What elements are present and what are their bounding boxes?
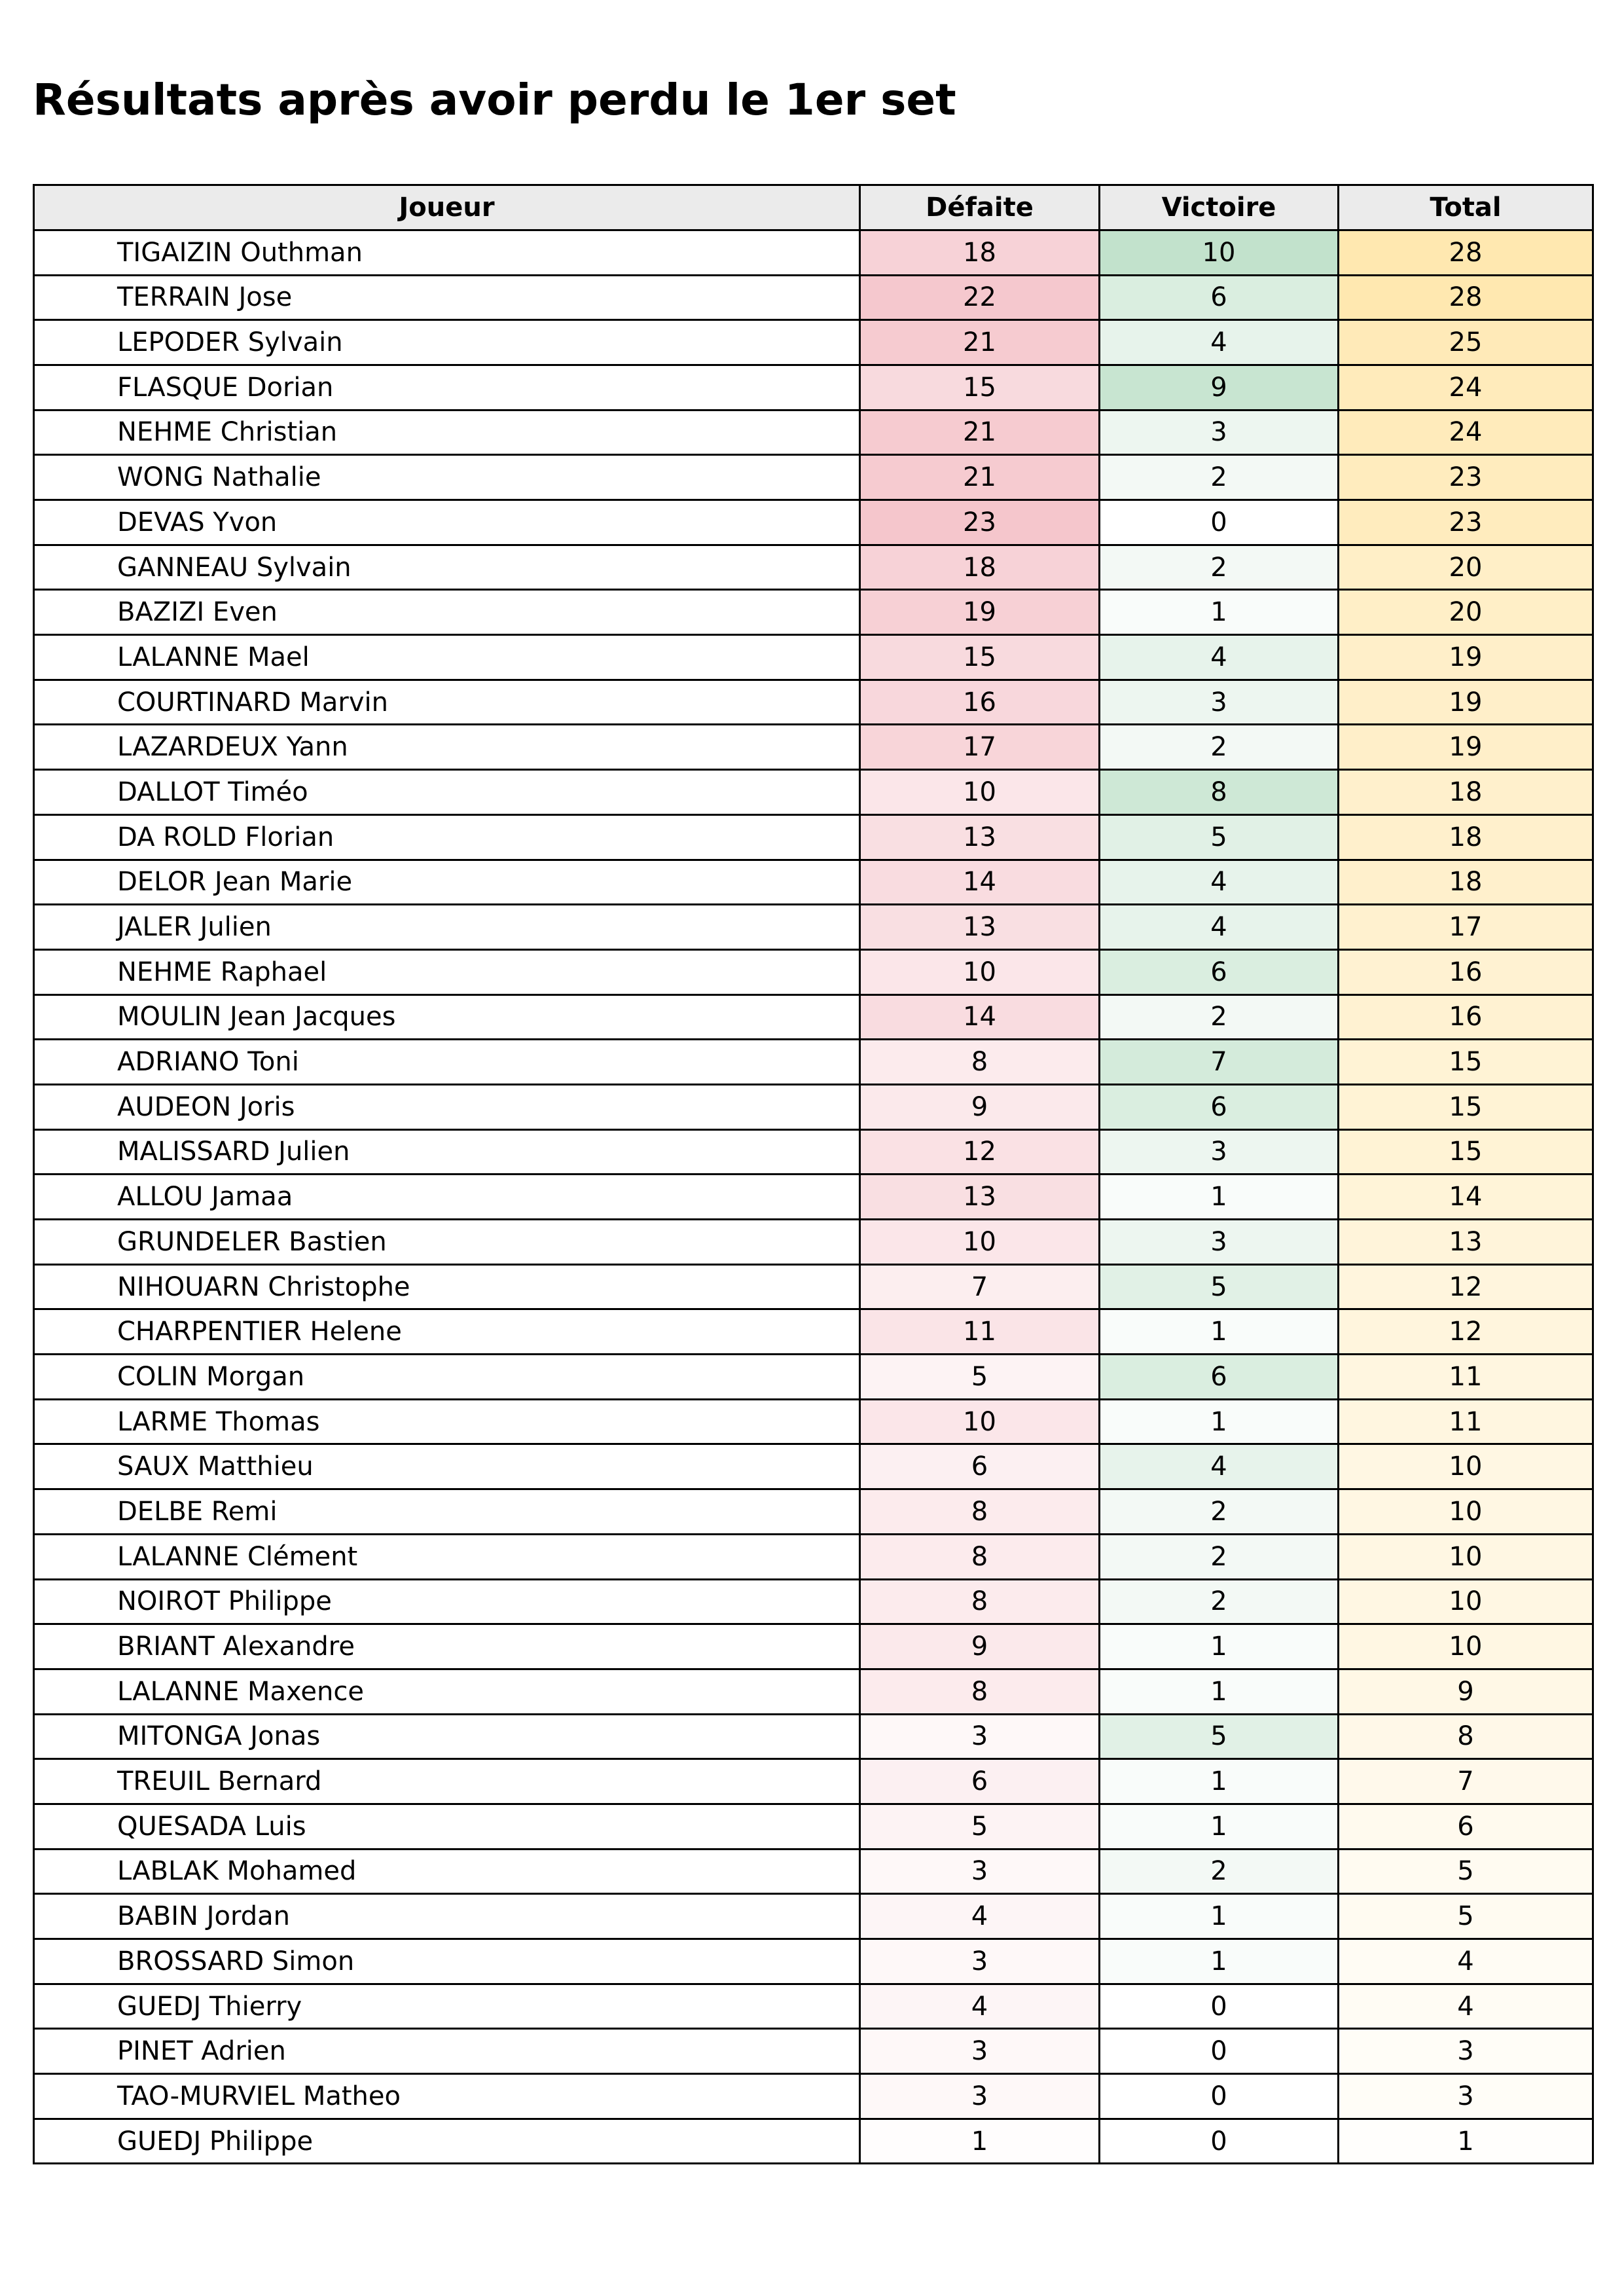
cell-victoire: 5 [1100, 814, 1339, 860]
table-row [34, 1984, 1593, 2029]
cell-total: 12 [1339, 1309, 1593, 1355]
cell-total: 3 [1339, 2074, 1593, 2119]
cell-joueur: GANNEAU Sylvain [34, 545, 860, 590]
cell-total: 25 [1339, 320, 1593, 365]
cell-defaite: 10 [860, 1220, 1100, 1265]
cell-total: 28 [1339, 275, 1593, 320]
cell-victoire: 2 [1100, 1534, 1339, 1579]
cell-joueur: NOIROT Philippe [34, 1579, 860, 1624]
cell-joueur: BAZIZI Even [34, 590, 860, 635]
cell-defaite: 8 [860, 1579, 1100, 1624]
table-row [34, 500, 1593, 545]
cell-joueur: COLIN Morgan [34, 1355, 860, 1400]
table-row [34, 275, 1593, 320]
cell-defaite: 1 [860, 2119, 1100, 2164]
table-row [34, 1175, 1593, 1220]
cell-total: 5 [1339, 1849, 1593, 1894]
cell-defaite: 6 [860, 1759, 1100, 1804]
cell-defaite: 10 [860, 949, 1100, 994]
cell-defaite: 21 [860, 320, 1100, 365]
table-row [34, 949, 1593, 994]
table-row [34, 2074, 1593, 2119]
cell-victoire: 2 [1100, 455, 1339, 500]
cell-defaite: 5 [860, 1804, 1100, 1849]
table-row [34, 1220, 1593, 1265]
cell-total: 10 [1339, 1489, 1593, 1535]
cell-defaite: 6 [860, 1444, 1100, 1489]
cell-total: 23 [1339, 500, 1593, 545]
page-title: Résultats après avoir perdu le 1er set [33, 75, 956, 125]
cell-victoire: 7 [1100, 1040, 1339, 1085]
table-row [34, 1355, 1593, 1400]
table-row [34, 1714, 1593, 1759]
cell-joueur: TAO-MURVIEL Matheo [34, 2074, 860, 2119]
cell-joueur: LARME Thomas [34, 1399, 860, 1444]
table-row [34, 1759, 1593, 1804]
cell-victoire: 8 [1100, 770, 1339, 815]
cell-total: 10 [1339, 1534, 1593, 1579]
cell-joueur: BRIANT Alexandre [34, 1624, 860, 1669]
cell-victoire: 2 [1100, 725, 1339, 770]
cell-joueur: COURTINARD Marvin [34, 680, 860, 725]
cell-defaite: 14 [860, 994, 1100, 1040]
cell-total: 24 [1339, 365, 1593, 410]
cell-defaite: 3 [860, 1849, 1100, 1894]
cell-total: 12 [1339, 1264, 1593, 1309]
cell-defaite: 15 [860, 635, 1100, 680]
cell-joueur: FLASQUE Dorian [34, 365, 860, 410]
cell-joueur: PINET Adrien [34, 2029, 860, 2074]
cell-joueur: DALLOT Timéo [34, 770, 860, 815]
cell-victoire: 1 [1100, 1939, 1339, 1984]
table-row [34, 320, 1593, 365]
cell-victoire: 6 [1100, 275, 1339, 320]
column-header-victoire: Victoire [1100, 185, 1339, 230]
cell-defaite: 17 [860, 725, 1100, 770]
cell-total: 19 [1339, 725, 1593, 770]
cell-joueur: ADRIANO Toni [34, 1040, 860, 1085]
cell-total: 18 [1339, 770, 1593, 815]
cell-joueur: DA ROLD Florian [34, 814, 860, 860]
cell-joueur: GRUNDELER Bastien [34, 1220, 860, 1265]
cell-defaite: 8 [860, 1489, 1100, 1535]
table-row [34, 680, 1593, 725]
cell-victoire: 2 [1100, 1849, 1339, 1894]
cell-victoire: 1 [1100, 1309, 1339, 1355]
cell-total: 11 [1339, 1355, 1593, 1400]
cell-defaite: 13 [860, 814, 1100, 860]
table-row [34, 1894, 1593, 1939]
table-row [34, 635, 1593, 680]
table-row [34, 1489, 1593, 1535]
cell-victoire: 0 [1100, 500, 1339, 545]
table-row [34, 770, 1593, 815]
cell-joueur: LALANNE Maxence [34, 1669, 860, 1714]
cell-total: 16 [1339, 994, 1593, 1040]
cell-joueur: LAZARDEUX Yann [34, 725, 860, 770]
table-row [34, 1534, 1593, 1579]
cell-total: 10 [1339, 1624, 1593, 1669]
cell-victoire: 5 [1100, 1714, 1339, 1759]
cell-victoire: 1 [1100, 1399, 1339, 1444]
table-row [34, 1939, 1593, 1984]
cell-joueur: NIHOUARN Christophe [34, 1264, 860, 1309]
cell-total: 10 [1339, 1579, 1593, 1624]
cell-defaite: 15 [860, 365, 1100, 410]
cell-victoire: 2 [1100, 994, 1339, 1040]
cell-defaite: 3 [860, 2074, 1100, 2119]
cell-joueur: GUEDJ Thierry [34, 1984, 860, 2029]
table-row [34, 1084, 1593, 1129]
cell-joueur: LEPODER Sylvain [34, 320, 860, 365]
table-row [34, 365, 1593, 410]
cell-victoire: 4 [1100, 905, 1339, 950]
cell-victoire: 6 [1100, 1084, 1339, 1129]
table-row [34, 1804, 1593, 1849]
cell-total: 19 [1339, 635, 1593, 680]
cell-joueur: BROSSARD Simon [34, 1939, 860, 1984]
cell-total: 4 [1339, 1939, 1593, 1984]
cell-total: 15 [1339, 1040, 1593, 1085]
table-row [34, 1669, 1593, 1714]
table-row [34, 1444, 1593, 1489]
cell-defaite: 3 [860, 1714, 1100, 1759]
table-row [34, 860, 1593, 905]
cell-joueur: BABIN Jordan [34, 1894, 860, 1939]
table-row [34, 410, 1593, 455]
cell-total: 18 [1339, 860, 1593, 905]
cell-total: 3 [1339, 2029, 1593, 2074]
cell-total: 9 [1339, 1669, 1593, 1714]
cell-defaite: 8 [860, 1040, 1100, 1085]
cell-victoire: 5 [1100, 1264, 1339, 1309]
cell-joueur: MITONGA Jonas [34, 1714, 860, 1759]
cell-total: 6 [1339, 1804, 1593, 1849]
cell-defaite: 21 [860, 455, 1100, 500]
cell-victoire: 2 [1100, 1489, 1339, 1535]
cell-defaite: 19 [860, 590, 1100, 635]
cell-victoire: 4 [1100, 320, 1339, 365]
cell-victoire: 1 [1100, 590, 1339, 635]
cell-total: 4 [1339, 1984, 1593, 2029]
cell-victoire: 4 [1100, 860, 1339, 905]
cell-victoire: 3 [1100, 680, 1339, 725]
cell-defaite: 13 [860, 905, 1100, 950]
cell-total: 20 [1339, 545, 1593, 590]
cell-total: 24 [1339, 410, 1593, 455]
table-row [34, 455, 1593, 500]
table-row [34, 1309, 1593, 1355]
cell-joueur: QUESADA Luis [34, 1804, 860, 1849]
cell-victoire: 3 [1100, 1129, 1339, 1175]
results-table [33, 184, 1594, 2164]
cell-victoire: 0 [1100, 1984, 1339, 2029]
cell-total: 16 [1339, 949, 1593, 994]
cell-joueur: NEHME Christian [34, 410, 860, 455]
cell-joueur: TERRAIN Jose [34, 275, 860, 320]
cell-defaite: 11 [860, 1309, 1100, 1355]
cell-total: 28 [1339, 230, 1593, 275]
cell-total: 1 [1339, 2119, 1593, 2164]
table-row [34, 905, 1593, 950]
cell-victoire: 0 [1100, 2029, 1339, 2074]
cell-victoire: 1 [1100, 1804, 1339, 1849]
cell-total: 20 [1339, 590, 1593, 635]
table-row [34, 994, 1593, 1040]
cell-defaite: 22 [860, 275, 1100, 320]
cell-total: 15 [1339, 1129, 1593, 1175]
table-row [34, 1624, 1593, 1669]
cell-defaite: 16 [860, 680, 1100, 725]
cell-total: 13 [1339, 1220, 1593, 1265]
column-header-defaite: Défaite [860, 185, 1100, 230]
table-row [34, 1264, 1593, 1309]
cell-joueur: WONG Nathalie [34, 455, 860, 500]
cell-defaite: 18 [860, 230, 1100, 275]
cell-joueur: NEHME Raphael [34, 949, 860, 994]
cell-joueur: DELOR Jean Marie [34, 860, 860, 905]
cell-total: 18 [1339, 814, 1593, 860]
cell-total: 7 [1339, 1759, 1593, 1804]
table-row [34, 230, 1593, 275]
cell-total: 23 [1339, 455, 1593, 500]
cell-total: 8 [1339, 1714, 1593, 1759]
cell-defaite: 23 [860, 500, 1100, 545]
cell-joueur: SAUX Matthieu [34, 1444, 860, 1489]
table-row [34, 725, 1593, 770]
cell-victoire: 3 [1100, 1220, 1339, 1265]
cell-victoire: 3 [1100, 410, 1339, 455]
table-row [34, 1849, 1593, 1894]
table-row [34, 814, 1593, 860]
cell-defaite: 10 [860, 770, 1100, 815]
cell-victoire: 4 [1100, 1444, 1339, 1489]
table-header-row [34, 185, 1593, 230]
cell-joueur: MOULIN Jean Jacques [34, 994, 860, 1040]
cell-joueur: CHARPENTIER Helene [34, 1309, 860, 1355]
cell-total: 5 [1339, 1894, 1593, 1939]
cell-joueur: GUEDJ Philippe [34, 2119, 860, 2164]
cell-defaite: 9 [860, 1084, 1100, 1129]
cell-total: 10 [1339, 1444, 1593, 1489]
cell-total: 15 [1339, 1084, 1593, 1129]
cell-joueur: LALANNE Clément [34, 1534, 860, 1579]
cell-joueur: DEVAS Yvon [34, 500, 860, 545]
cell-joueur: JALER Julien [34, 905, 860, 950]
cell-defaite: 10 [860, 1399, 1100, 1444]
table-row [34, 590, 1593, 635]
cell-joueur: LALANNE Mael [34, 635, 860, 680]
cell-defaite: 7 [860, 1264, 1100, 1309]
cell-victoire: 1 [1100, 1759, 1339, 1804]
cell-victoire: 2 [1100, 545, 1339, 590]
cell-victoire: 1 [1100, 1175, 1339, 1220]
cell-defaite: 8 [860, 1669, 1100, 1714]
table-row [34, 1040, 1593, 1085]
cell-defaite: 8 [860, 1534, 1100, 1579]
cell-joueur: TREUIL Bernard [34, 1759, 860, 1804]
table-row [34, 2119, 1593, 2164]
cell-defaite: 12 [860, 1129, 1100, 1175]
cell-joueur: AUDEON Joris [34, 1084, 860, 1129]
column-header-total: Total [1339, 185, 1593, 230]
cell-victoire: 6 [1100, 1355, 1339, 1400]
cell-defaite: 14 [860, 860, 1100, 905]
cell-joueur: TIGAIZIN Outhman [34, 230, 860, 275]
table-row [34, 1399, 1593, 1444]
cell-victoire: 4 [1100, 635, 1339, 680]
cell-defaite: 13 [860, 1175, 1100, 1220]
cell-defaite: 21 [860, 410, 1100, 455]
cell-defaite: 9 [860, 1624, 1100, 1669]
cell-victoire: 2 [1100, 1579, 1339, 1624]
cell-victoire: 0 [1100, 2119, 1339, 2164]
cell-victoire: 1 [1100, 1894, 1339, 1939]
cell-victoire: 0 [1100, 2074, 1339, 2119]
cell-victoire: 1 [1100, 1624, 1339, 1669]
cell-total: 19 [1339, 680, 1593, 725]
cell-victoire: 6 [1100, 949, 1339, 994]
cell-total: 17 [1339, 905, 1593, 950]
cell-total: 11 [1339, 1399, 1593, 1444]
table-row [34, 1579, 1593, 1624]
table-row [34, 2029, 1593, 2074]
cell-defaite: 4 [860, 1984, 1100, 2029]
cell-joueur: DELBE Remi [34, 1489, 860, 1535]
cell-defaite: 18 [860, 545, 1100, 590]
cell-total: 14 [1339, 1175, 1593, 1220]
cell-joueur: ALLOU Jamaa [34, 1175, 860, 1220]
cell-defaite: 4 [860, 1894, 1100, 1939]
column-header-joueur: Joueur [34, 185, 860, 230]
cell-defaite: 5 [860, 1355, 1100, 1400]
cell-defaite: 3 [860, 1939, 1100, 1984]
cell-defaite: 3 [860, 2029, 1100, 2074]
cell-joueur: MALISSARD Julien [34, 1129, 860, 1175]
cell-victoire: 10 [1100, 230, 1339, 275]
table-row [34, 1129, 1593, 1175]
cell-victoire: 1 [1100, 1669, 1339, 1714]
cell-joueur: LABLAK Mohamed [34, 1849, 860, 1894]
table-row [34, 545, 1593, 590]
cell-victoire: 9 [1100, 365, 1339, 410]
